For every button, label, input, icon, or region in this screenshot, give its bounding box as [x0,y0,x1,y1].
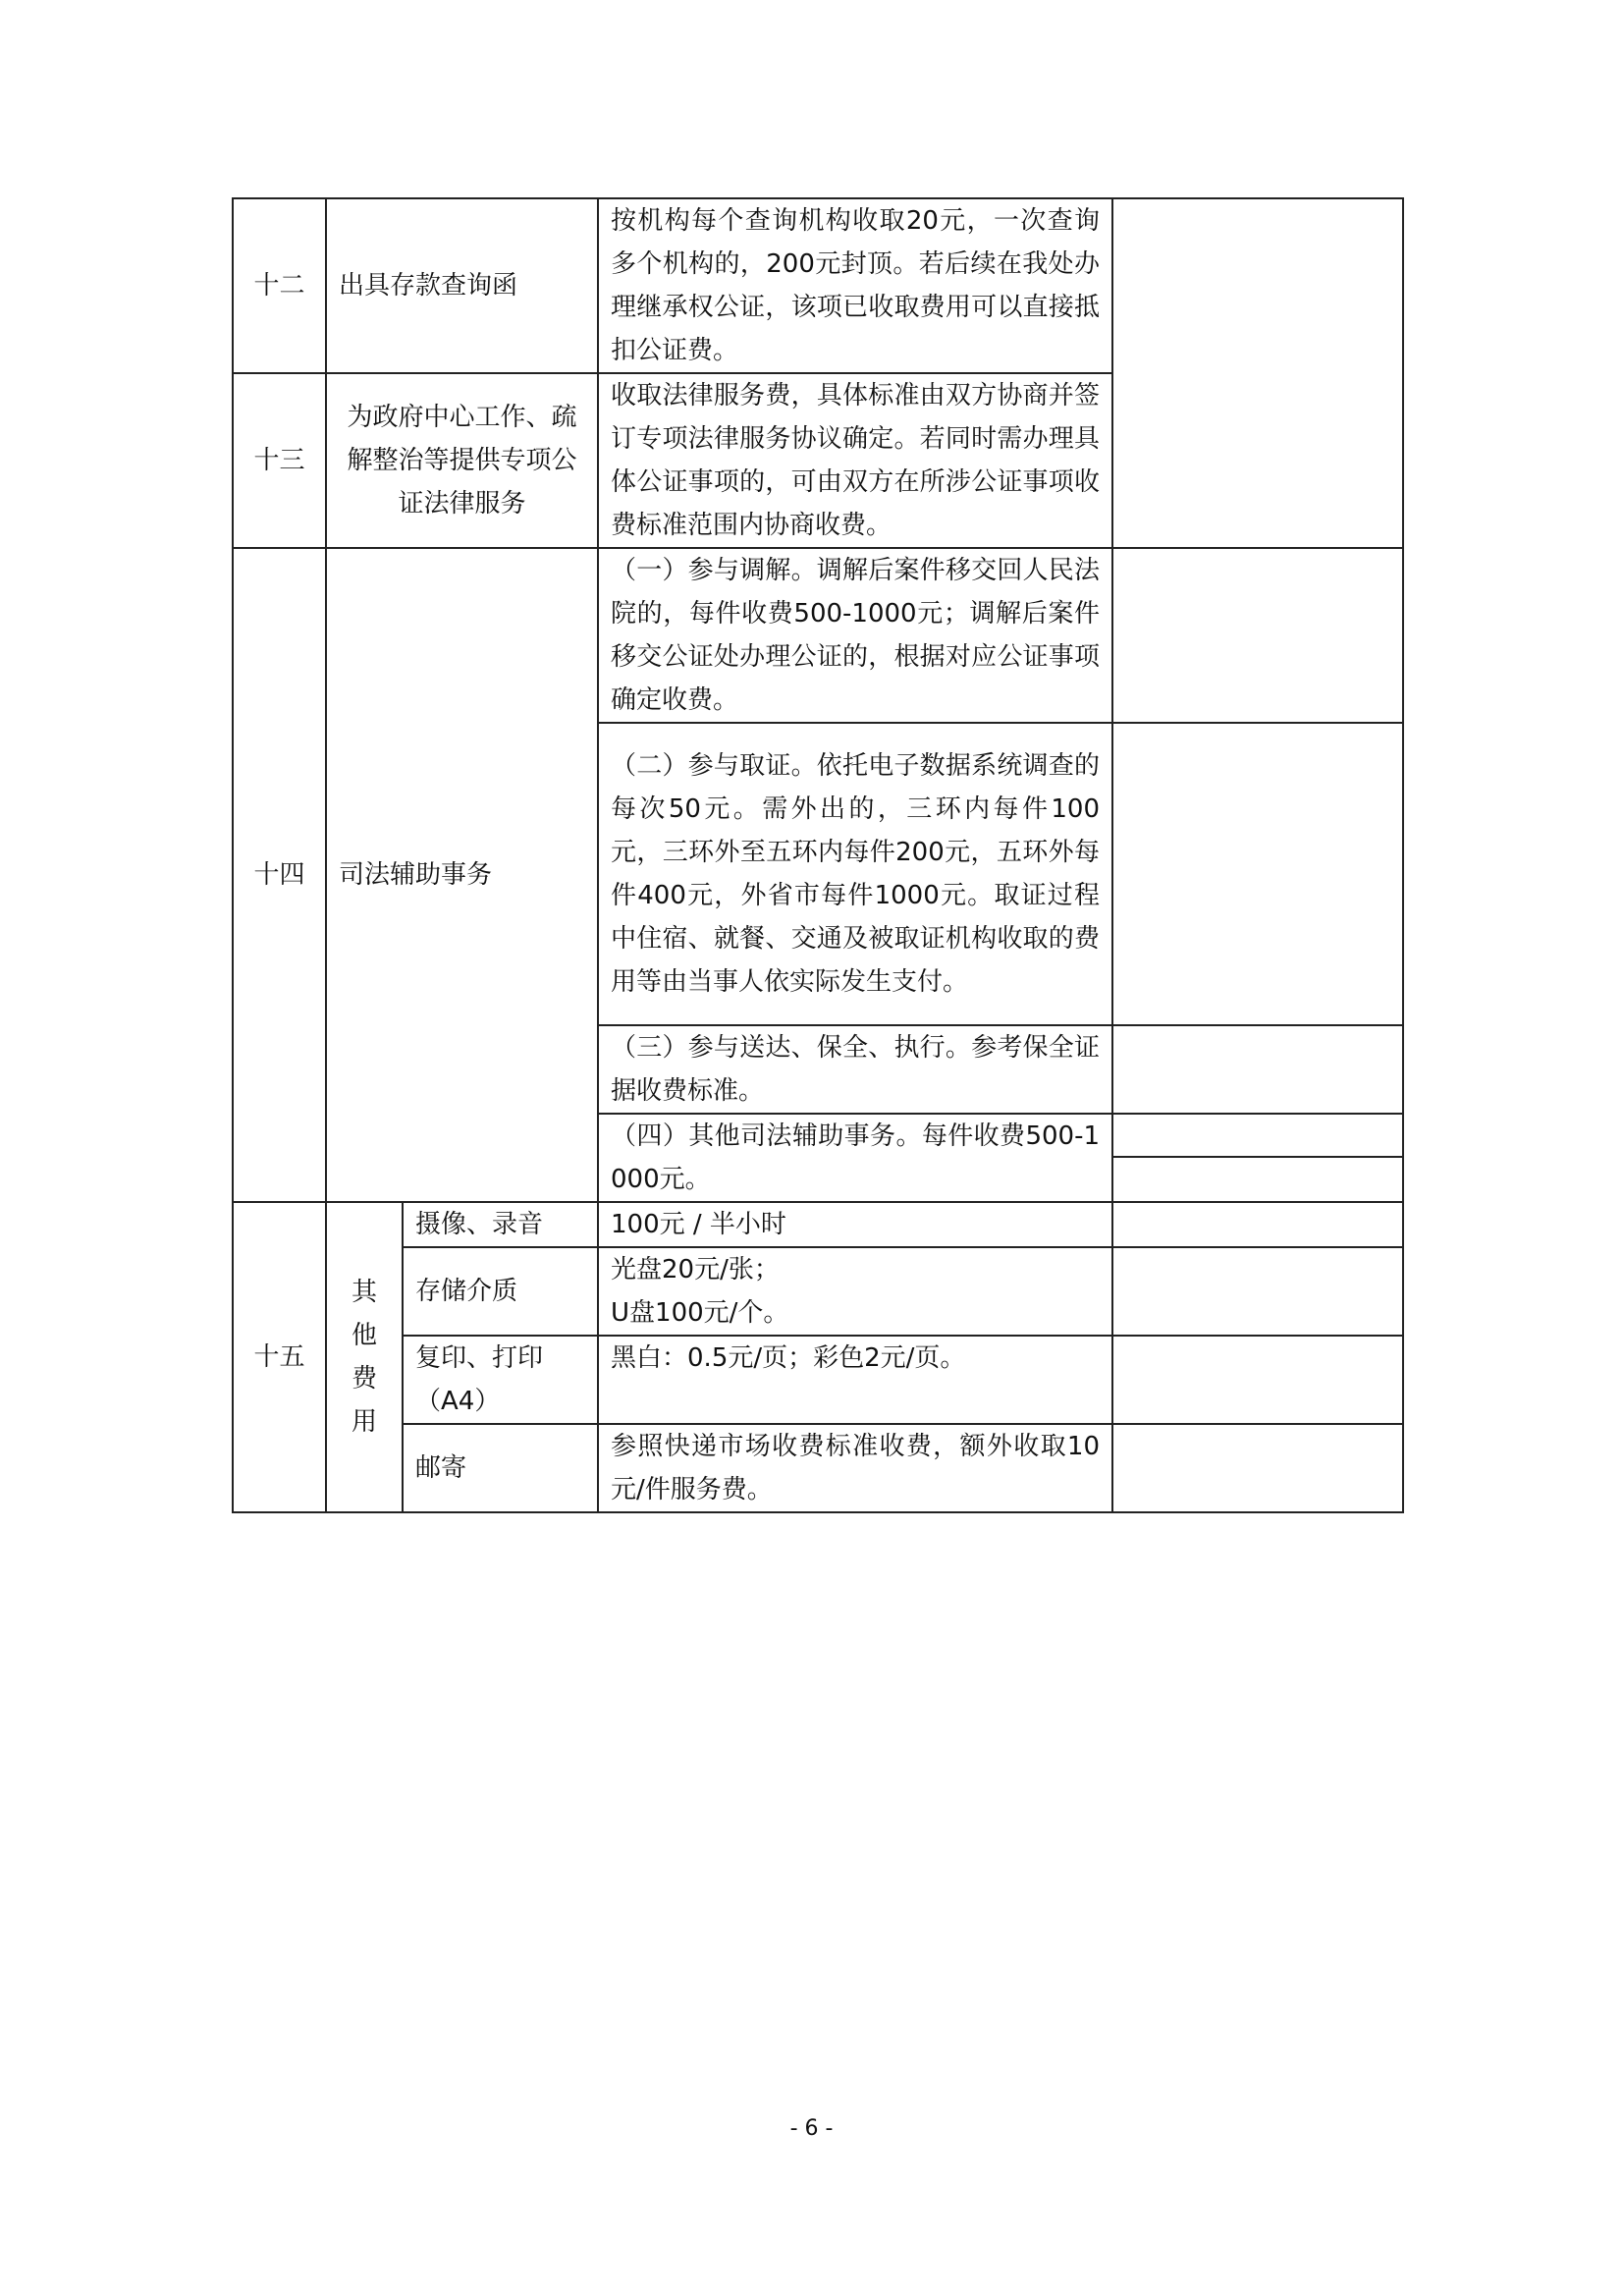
sub-item-name: 存储介质 [403,1247,598,1336]
row-number: 十三 [233,373,326,548]
table-row [233,1247,1403,1336]
remarks-cell [1112,1114,1403,1157]
fee-description: （一）参与调解。调解后案件移交回人民法院的，每件收费500-1000元；调解后案件移交公证处办理公证的，根据对应公证事项确定收费。 [598,548,1112,723]
remarks-cell [1112,1336,1403,1424]
table-row [233,198,1403,373]
table-row [233,548,1403,723]
row-number: 十二 [233,198,326,373]
remarks-cell [1112,1424,1403,1512]
remarks-cell [1112,1202,1403,1247]
fee-description: 参照快递市场收费标准收费，额外收取10元/件服务费。 [598,1424,1112,1512]
fee-description: 光盘20元/张； U盘100元/个。 [598,1247,1112,1336]
fee-description: （二）参与取证。依托电子数据系统调查的每次50元。需外出的，三环内每件100元，三环外至五环内每件200元，五环外每件400元，外省市每件1000元。取证过程中住宿、就餐、交通及被取证机构收取的费用等由当事人依实际发生支付。 [598,723,1112,1025]
remarks-cell [1112,548,1403,723]
remarks-cell [1112,1247,1403,1336]
table-row [233,1202,1403,1247]
item-name: 出具存款查询函 [326,198,598,373]
fee-description: 黑白：0.5元/页；彩色2元/页。 [598,1336,1112,1424]
sub-item-name: 复印、打印（A4） [403,1336,598,1424]
fee-description: 按机构每个查询机构收取20元，一次查询多个机构的，200元封顶。若后续在我处办理继承权公证，该项已收取费用可以直接抵扣公证费。 [598,198,1112,373]
remarks-cell [1112,198,1403,548]
sub-item-name: 邮寄 [403,1424,598,1512]
fee-table [232,197,1404,1513]
row-number: 十四 [233,548,326,1202]
remarks-cell [1112,1157,1403,1202]
table-row [233,1424,1403,1512]
fee-description: （四）其他司法辅助事务。每件收费500-1000元。 [598,1114,1112,1202]
other-fees-category: 其 他 费 用 [326,1202,403,1512]
remarks-cell [1112,723,1403,1025]
row-number: 十五 [233,1202,326,1512]
sub-item-name: 摄像、录音 [403,1202,598,1247]
fee-description: 100元 / 半小时 [598,1202,1112,1247]
item-name: 为政府中心工作、疏解整治等提供专项公证法律服务 [326,373,598,548]
page-number: - 6 - [789,2116,834,2141]
remarks-cell [1112,1025,1403,1114]
item-name: 司法辅助事务 [326,548,598,1202]
fee-description: （三）参与送达、保全、执行。参考保全证据收费标准。 [598,1025,1112,1114]
table-row [233,1336,1403,1424]
fee-description: 收取法律服务费，具体标准由双方协商并签订专项法律服务协议确定。若同时需办理具体公证事项的，可由双方在所涉公证事项收费标准范围内协商收费。 [598,373,1112,548]
